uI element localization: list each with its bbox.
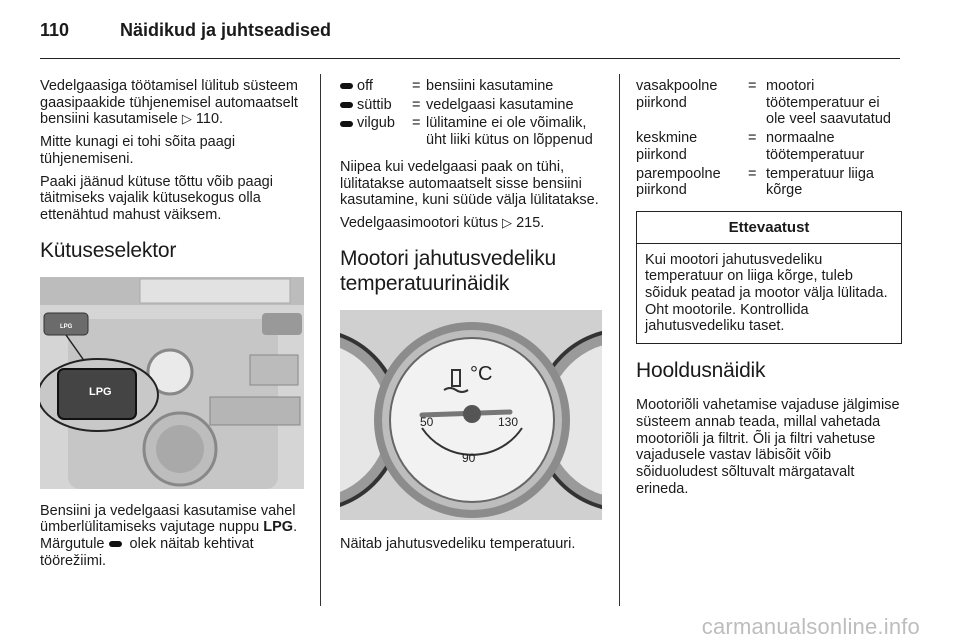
caption-fuel-selector: Bensiini ja vedelgaasi kasutamise vahel ümberlülitamiseks vajutage nuppu LPG. Märgutule olek näitab kehtivat töörežiimi. (40, 502, 298, 569)
page-header (40, 20, 331, 41)
indicator-light-icon (109, 541, 122, 547)
gauge-label-130: 130 (498, 414, 519, 429)
coolant-gauge-illustration (340, 310, 602, 520)
section-heading-service-indicator: Hooldusnäidik (636, 359, 766, 383)
page-title: Näidikud ja juhtseadised (120, 20, 332, 40)
caption-coolant-gauge: Näitab jahutusvedeliku temperatuuri. (340, 535, 576, 552)
gauge-unit: °C (470, 362, 493, 385)
list-item: parempoolne piirkond = temperatuur liiga kõrge (636, 165, 874, 199)
lpg-button-large-label: LPG (89, 385, 112, 398)
indicator-light-icon (340, 121, 353, 127)
lpg-button-photo (40, 277, 304, 489)
column-divider-2 (619, 74, 620, 606)
indicator-light-icon (340, 102, 353, 108)
lpg-button-small-label: LPG (60, 323, 73, 330)
list-item: süttib = vedelgaasi kasutamine (340, 97, 604, 116)
section-heading-fuel-selector: Kütuseselektor (40, 238, 177, 262)
gauge-range-list (636, 78, 902, 201)
column-divider-1 (320, 74, 321, 606)
column-1 (40, 78, 306, 575)
column-2 (340, 78, 604, 558)
list-item: off = bensiini kasutamine (340, 78, 604, 97)
dashboard-illustration (40, 277, 304, 489)
paragraph-lpg-fuel: Vedelgaasimootori kütus ▷ 215. (340, 214, 545, 231)
coolant-gauge-photo (340, 310, 602, 520)
paragraph-service-indicator: Mootoriõli vahetamise vajaduse jälgimise süsteem annab teada, millal vahetada mootoriõli ja filtrit. Õli ja filtri vahetuse vajadusele vastav läbisõit võib sõiduoludest sõltuvalt märgatavalt erineda. (636, 397, 900, 497)
paragraph-lpg-auto: Vedelgaasiga töötamisel lülitub süsteem gaasipaakide tühjenemisel automaatselt bensiini kasutamisele ▷ 110. (40, 78, 298, 128)
list-item: vilgub = lülitamine ei ole võimalik, üht liiki kütus on lõppenud (340, 115, 604, 150)
watermark: carmanualsonline.info (701, 614, 920, 639)
caution-body: Kui mootori jahutusvedeliku temperatuur on liiga kõrge, tuleb sõiduk peatad ja mootor välja lülitada. Oht mootorile. Kontrollida jahutusvedeliku taset. (645, 251, 888, 335)
section-heading-coolant-gauge: Mootori jahutusvedeliku temperatuurinäidik (340, 246, 557, 295)
header-rule (40, 58, 900, 59)
caution-title: Ettevaatust (637, 212, 901, 244)
gauge-label-50: 50 (420, 414, 434, 429)
page-ref-icon: ▷ (502, 214, 513, 230)
page-number: 110 (40, 20, 70, 40)
lpg-button-ref: LPG (263, 519, 294, 536)
page-ref-icon: ▷ (181, 111, 192, 127)
paragraph-never-empty: Mitte kunagi ei tohi sõita paagi tühjenemiseni. (40, 134, 236, 167)
column-3 (636, 78, 902, 503)
paragraph-residual-fuel: Paaki jäänud kütuse tõttu võib paagi täitmiseks vajalik kütusekogus olla ettenähtud mahust väiksem. (40, 173, 273, 223)
paragraph-auto-switch: Niipea kui vedelgaasi paak on tühi, lülitatakse automaatselt sisse bensiini kasutamine, kuni süüde välja lülitatakse. (340, 158, 599, 209)
list-item: keskmine piirkond = normaalne töötemperatuur (636, 130, 865, 163)
gauge-label-90: 90 (462, 450, 476, 465)
list-item: vasakpoolne piirkond = mootori töötemperatuur ei ole veel saavutatud (636, 78, 891, 128)
mode-definition-list (340, 78, 604, 151)
indicator-light-icon (340, 83, 353, 89)
caution-box (636, 211, 902, 344)
